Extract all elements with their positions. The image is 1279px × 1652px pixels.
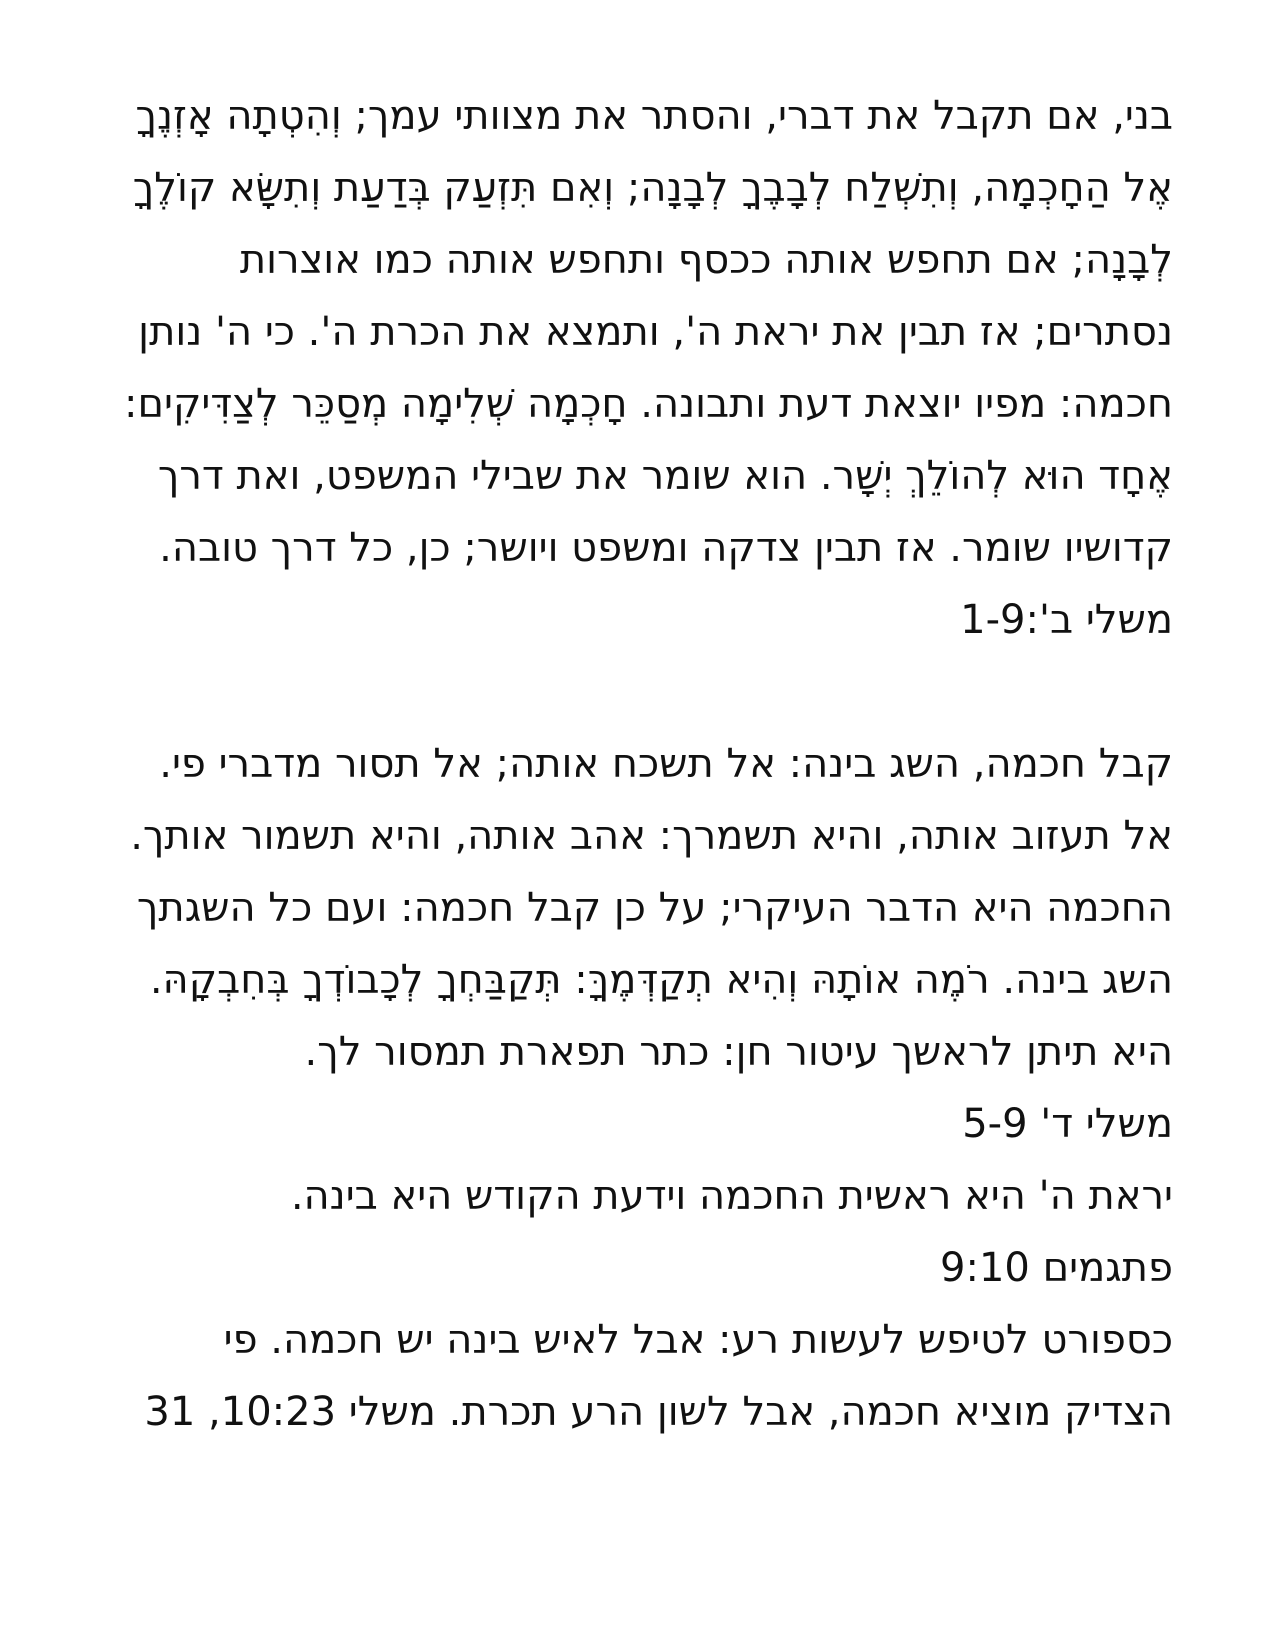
text-line: אֶחָד הוּא לְהוֹלֵךְ יְשָׁר. הוא שומר את שבילי המשפט, ואת דרך [157,453,1173,499]
text-line: חכמה: מפיו יוצאת דעת ותבונה. חָכְמָה שְׁלִימָה מְסַכֵּר לְצַדִּיקִים: [124,381,1173,427]
text-line: הצדיק מוציא חכמה, אבל לשון הרע תכרת. משלי 10:23, 31 [144,1389,1173,1435]
text-line: לְבָנָה; אם תחפש אותה ככסף ותחפש אותה כמו אוצרות [239,237,1173,283]
hebrew-text-body [93,80,1173,1448]
text-line: קדושיו שומר. אז תבין צדקה ומשפט ויושר; כן, כל דרך טובה. [159,525,1173,571]
verse-reference: משלי ד' 5-9 [962,1101,1173,1147]
text-line: קבל חכמה, השג בינה: אל תשכח אותה; אל תסור מדברי פי. [159,741,1173,787]
text-line: אֶל הַחָכְמָה, וְתִשְׁלַח לְבָבֶךָ לְבָנָה; וְאִם תִּזְעַק בְּדַעַת וְתִשָּׂא קוֹלֶךָ [132,165,1173,211]
text-line: היא תיתן לראשך עיטור חן: כתר תפארת תמסור לך. [304,1029,1173,1075]
text-line: יראת ה' היא ראשית החכמה וידעת הקודש היא בינה. [290,1173,1173,1219]
paragraph-gap [93,656,1173,728]
text-line: כספורט לטיפש לעשות רע: אבל לאיש בינה יש חכמה. פי [223,1317,1173,1363]
text-line: אל תעזוב אותה, והיא תשמרך: אהב אותה, והיא תשמור אותך. [130,813,1173,859]
verse-reference: פתגמים 9:10 [940,1245,1173,1291]
verse-reference: משלי ב':1-9 [960,597,1173,643]
text-line: החכמה היא הדבר העיקרי; על כן קבל חכמה: ועם כל השגתך [136,885,1173,931]
text-line: השג בינה. רֹמֶה אוֹתָהּ וְהִיא תְקַדְּמֶךָּ: תְּקַבַּחְךָ לְכָבוֹדְךָ בְּחִבְקָהּ. [149,957,1173,1003]
text-line: נסתרים; אז תבין את יראת ה', ותמצא את הכרת ה'. כי ה' נותן [138,309,1173,355]
text-line: בני, אם תקבל את דברי, והסתר את מצוותי עמך; וְהִטְתָה אָזְנֶךָ [135,93,1173,139]
